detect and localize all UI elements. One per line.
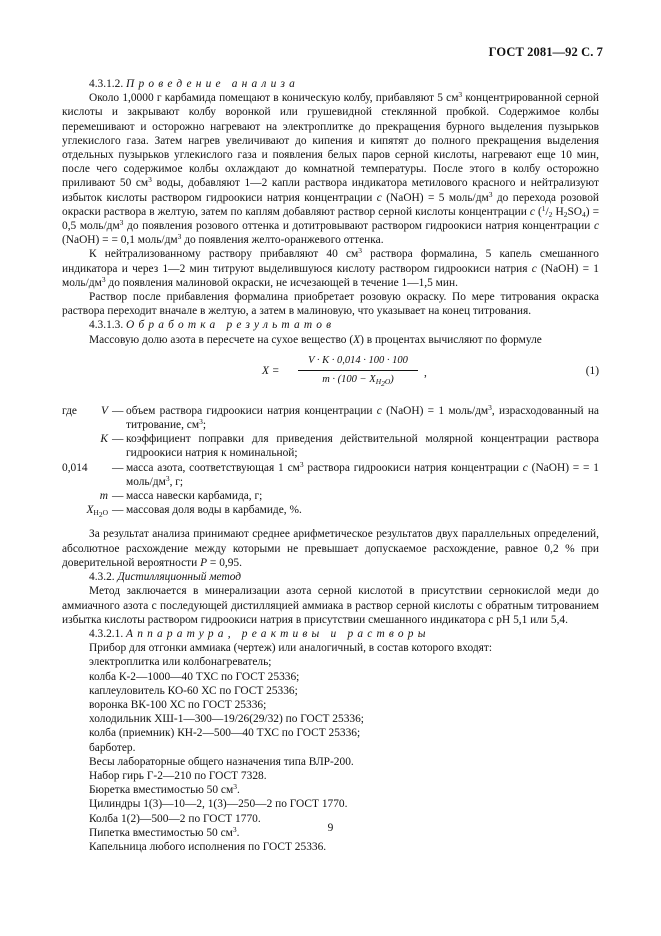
section-title: Обработка результатов	[126, 319, 336, 332]
formula-denominator: $m \cdot (100 - X_{H_2O})$	[322, 374, 394, 389]
list-item: Цилиндры 1(3)—10—2, 1(3)—250—2 по ГОСТ 1770.	[89, 798, 348, 811]
formula-comma: ,	[424, 366, 427, 379]
section-heading-4-3-1-2	[62, 77, 599, 91]
formula-fraction	[298, 354, 418, 387]
legend-row-K: K — коэффициент поправки для приведения действительной молярной концентрации раствора гидроокиси натрия к номинальной;	[100, 433, 599, 460]
legend-row-0014: 0,014 — масса азота, соответствующая 1 $см^3$ раствора гидроокиси натрия концентрации c (NaOH) = = 1 моль/$дм^3$, г;	[62, 459, 599, 488]
paragraph-result: За результат анализа принимают среднее арифметическое результатов двух параллельных определений, абсолютное расхождение между которыми не превышает допускаемое расхождение, равное 0,2 % при доверительной вероятности P = 0,95.	[62, 528, 599, 569]
list-item: электроплитка или колбонагреватель;	[89, 656, 272, 669]
legend-row-V: где V — объем раствора гидроокиси натрия концентрации c (NaOH) = 1 моль/$дм^3$, израсходованный на титрование, $см^3$;	[62, 402, 599, 432]
list-item: Весы лабораторные общего назначения типа ВЛР-200.	[89, 755, 354, 768]
section-heading-4-3-2: 4.3.2. Дистилляционный метод	[89, 571, 242, 584]
paragraph-color-change: Раствор после прибавления формалина приобретает розовую окраску. По мере титрования окраска раствора переходит вначале в желтую, а затем в малиновую, что указывает на конец титрования.	[62, 291, 599, 318]
list-item: колба К-2—1000—40 ТХС по ГОСТ 25336;	[89, 670, 300, 683]
list-item: Колба 1(2)—500—2 по ГОСТ 1770.	[89, 812, 261, 825]
paragraph-procedure: Около 1,0000 г карбамида помещают в коническую колбу, прибавляют 5 $см^3$ концентрированной серной кислоты и закрывают колбу воронкой или грушевидной стеклянной пробкой. Содержимое колбы перемешивают и осторожно нагревают на электроплитке до прекращения бурного выделения пузырьков углекислого газа. Затем нагрев увеличивают до кипения и кипятят до полного прекращения выделения отдельных пузырьков углекислого газа и появления белых паров серной кислоты, нагревают еще 10 мин, после чего содержимое колбы охлаждают до комнатной температуры. После этого в колбу осторожно приливают 50 $см^3$ воды, добавляют 1—2 капли раствора индикатора метилового красного и нейтрализуют избыток кислоты раствором гидроокиси натрия концентрации c (NaOH) = 5 моль/$дм^3$ до перехода розовой окраски раствора в желтую, затем по каплям добавляют раствор серной кислоты концентрации c ($^1/_2$ $H_2SO_4) = 0,5$ моль/$дм^3$ до появления розового оттенка и дотитровывают раствором гидроокиси натрия концентрации c (NaOH) = = 0,1 моль/$дм^3$ до появления желто-оранжевого оттенка.	[62, 90, 599, 247]
list-item: Пипетка вместимостью 50 $см^3$.	[89, 824, 240, 839]
paragraph-formula-intro: Массовую долю азота в пересчете на сухое вещество (X) в процентах вычисляют по формуле	[89, 333, 542, 346]
list-item: воронка ВК-100 ХС по ГОСТ 25336;	[89, 698, 267, 711]
paragraph-formalin: К нейтрализованному раствору прибавляют 40 $см^3$ раствора формалина, 5 капель смешанного индикатора и через 1—2 мин титруют выделившуюся кислоту раствором гидроокиси натрия c (NaOH) = 1 моль/$дм^3$ до появления малиновой окраски, не исчезающей в течение 1—1,5 мин.	[62, 246, 600, 289]
list-item: Бюретка вместимостью 50 $см^3$.	[89, 782, 240, 797]
list-item: Капельница любого исполнения по ГОСТ 25336.	[89, 840, 327, 853]
equation-number: (1)	[585, 364, 599, 377]
section-number: 4.3.1.3.	[89, 319, 124, 332]
legend-row-XH2O: $X_{H_2O}$ — массовая доля воды в карбамиде, %.	[86, 504, 302, 520]
list-item: Прибор для отгонки аммиака (чертеж) или аналогичный, в состав которого входят:	[89, 642, 493, 655]
list-item: барботер.	[89, 741, 136, 754]
section-number: 4.3.1.2.	[89, 78, 124, 90]
running-title: ГОСТ 2081—92 С. 7	[488, 45, 603, 59]
legend-row-m: m — масса навески карбамида, г;	[99, 490, 263, 503]
section-title: Проведение анализа	[126, 78, 300, 90]
paragraph-distillation-method: Метод заключается в минерализации азота серной кислотой в присутствии сернокислой меди до аммиачного азота с последующей дистилляцией аммиака в раствор серной кислоты с обратным титрованием избытка кислоты раствором гидроокиси натрия в присутствии смешанного индикатора с pH 5,1 или 5,4.	[62, 585, 599, 626]
formula-legend	[62, 404, 599, 518]
formula-lhs: X =	[262, 364, 280, 377]
page-number: 9	[327, 822, 334, 834]
list-item: холодильник ХШ-1—300—19/26(29/32) по ГОСТ 25336;	[89, 713, 364, 726]
document-body	[62, 77, 599, 854]
list-item: Набор гирь Г-2—210 по ГОСТ 7328.	[89, 769, 267, 782]
section-heading-4-3-1-3	[62, 318, 599, 332]
formula-numerator: V · K · 0,014 · 100 · 100	[298, 354, 418, 371]
section-heading-4-3-2-1: 4.3.2.1. Аппаратура, реактивы и растворы	[89, 627, 430, 640]
formula-1	[62, 352, 599, 392]
list-item: колба (приемник) КН-2—500—40 ТХС по ГОСТ 25336;	[89, 727, 361, 740]
list-item: каплеуловитель КО-60 ХС по ГОСТ 25336;	[89, 684, 298, 697]
